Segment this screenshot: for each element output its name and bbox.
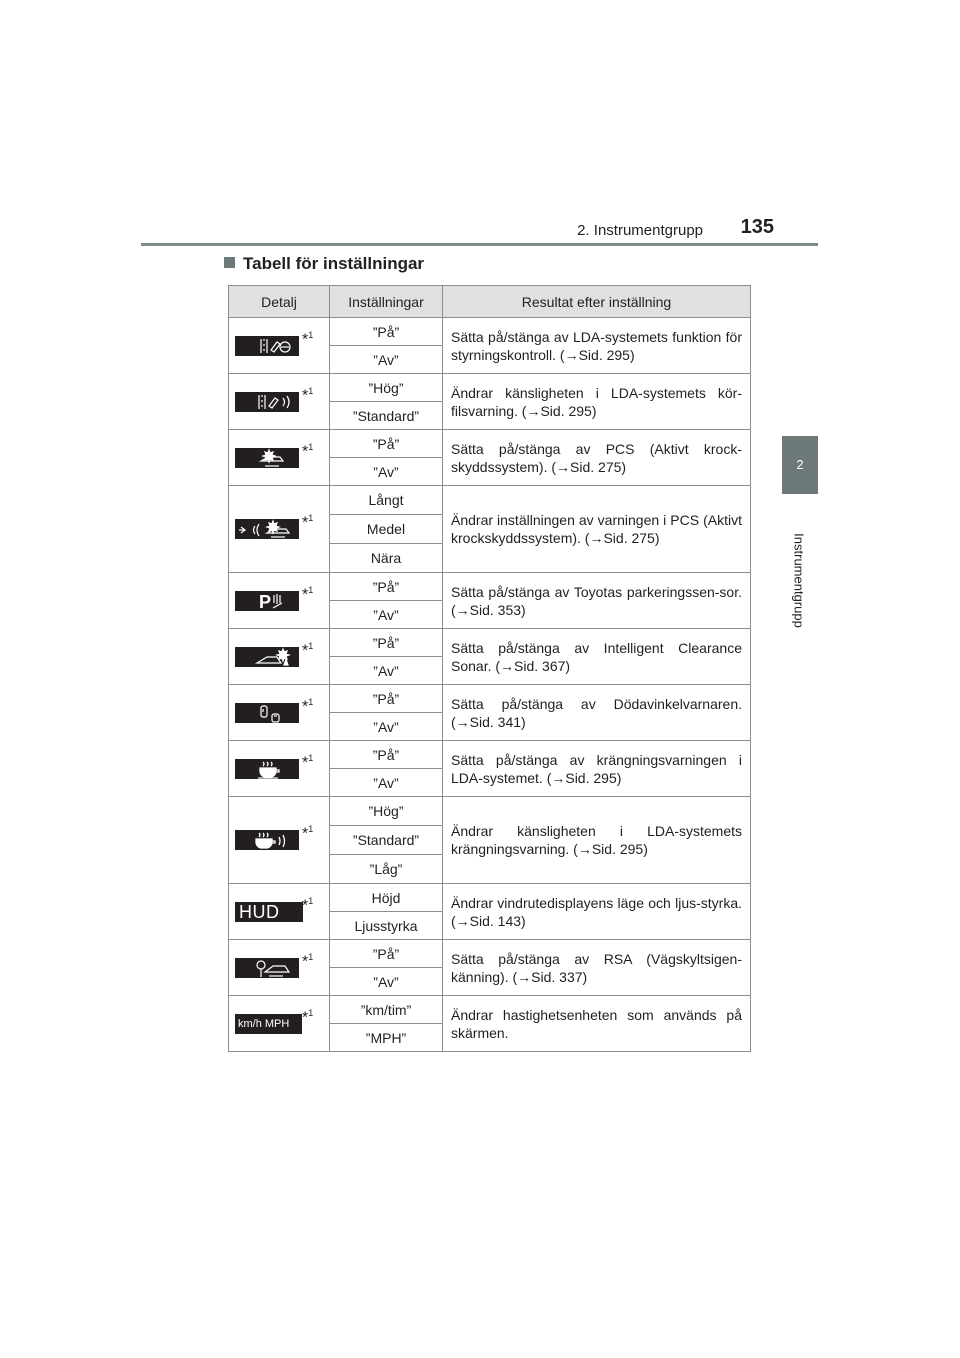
clearance-sonar-icon [235,647,299,667]
table-row [229,374,751,402]
detail-cell [229,430,330,486]
footnote-asterisk: * [302,825,309,843]
result-description: Ändrar känsligheten i LDA-systemets kör-filsvarning. (→Sid. 295) [443,374,751,430]
footnote-marker [302,641,313,660]
footnote-marker [302,896,313,915]
detail-icon-wrap [229,642,329,672]
header-rule [141,243,818,246]
footnote-number: 1 [308,951,314,962]
pcs-timing-icon [235,519,299,539]
setting-value: ”Standard” [330,826,443,855]
detail-cell [229,573,330,629]
chapter-tab: 2 [782,436,818,494]
table-row [229,318,751,346]
pcs-icon [235,448,299,468]
table-row [229,430,751,458]
setting-value: Nära [330,544,443,573]
result-description: Sätta på/stänga av Dödavinkelvarnaren. (→Sid. 341) [443,685,751,741]
hud-icon: HUD [235,902,303,922]
detail-icon-wrap [229,586,329,616]
setting-value: ”Av” [330,769,443,797]
detail-cell [229,940,330,996]
svg-text:P: P [259,591,272,611]
sway-sensitivity-icon [235,830,299,850]
footnote-marker [302,585,313,604]
setting-value: ”km/tim” [330,996,443,1024]
detail-cell [229,741,330,797]
setting-value: ”Av” [330,713,443,741]
setting-value: ”MPH” [330,1024,443,1052]
table-row [229,685,751,713]
detail-cell [229,797,330,884]
sway-warning-icon [235,759,299,779]
footnote-asterisk: * [302,952,309,970]
footnote-asterisk: * [302,753,309,771]
detail-icon-wrap [229,953,329,983]
footnote-marker [302,697,313,716]
page-number: 135 [740,216,774,238]
detail-icon-wrap [229,698,329,728]
detail-cell [229,996,330,1052]
setting-value: ”Av” [330,458,443,486]
result-description: Sätta på/stänga av Intelligent Clearance Sonar. (→Sid. 367) [443,629,751,685]
detail-icon-wrap [229,387,329,417]
table-header-row [229,286,751,318]
footnote-marker [302,330,313,349]
parking-sensor-icon [235,591,299,611]
footnote-marker [302,1008,313,1027]
table-row [229,797,751,826]
setting-value: ”På” [330,629,443,657]
footnote-asterisk: * [302,585,309,603]
result-description: Sätta på/stänga av PCS (Aktivt krock-skyddssystem). (→Sid. 275) [443,430,751,486]
detail-cell [229,685,330,741]
footnote-number: 1 [308,329,314,340]
column-header-detail: Detalj [229,286,330,318]
footnote-number: 1 [308,584,314,595]
detail-cell [229,884,330,940]
result-description: Ändrar känsligheten i LDA-systemets krängningsvarning. (→Sid. 295) [443,797,751,884]
setting-value: Långt [330,486,443,515]
road-sign-icon [235,958,299,978]
setting-value: ”Hög” [330,797,443,826]
detail-icon-wrap [229,825,329,855]
result-description: Ändrar hastighetsenheten som används på skärmen. [443,996,751,1052]
blind-spot-icon [235,703,299,723]
table-row [229,573,751,601]
setting-value: ”Standard” [330,402,443,430]
result-description: Sätta på/stänga av LDA-systemets funktion för styrningskontroll. (→Sid. 295) [443,318,751,374]
square-bullet-icon [224,257,235,268]
setting-value: ”På” [330,430,443,458]
table-row [229,486,751,515]
setting-value: ”Låg” [330,855,443,884]
footnote-asterisk: * [302,330,309,348]
setting-value: Medel [330,515,443,544]
detail-icon-wrap [229,754,329,784]
result-description: Ändrar inställningen av varningen i PCS (Aktivt krockskyddssystem). (→Sid. 275) [443,486,751,573]
setting-value: ”På” [330,741,443,769]
section-title [224,254,424,274]
footnote-number: 1 [308,1007,314,1018]
setting-value: ”Hög” [330,374,443,402]
table-row [229,996,751,1024]
footnote-marker [302,753,313,772]
setting-value: ”Av” [330,968,443,996]
footnote-marker [302,952,313,971]
detail-cell [229,629,330,685]
footnote-number: 1 [308,640,314,651]
footnote-asterisk: * [302,442,309,460]
setting-value: ”På” [330,940,443,968]
footnote-number: 1 [308,513,314,523]
speed-unit-icon: km/h MPH [235,1014,302,1034]
detail-cell [229,318,330,374]
detail-icon-wrap [229,514,329,544]
table-row [229,940,751,968]
setting-value: ”På” [330,685,443,713]
footnote-number: 1 [308,385,314,396]
footnote-asterisk: * [302,386,309,404]
setting-value: ”På” [330,318,443,346]
footnote-number: 1 [308,441,314,452]
setting-value: ”På” [330,573,443,601]
lda-steering-icon [235,336,299,356]
setting-value: ”Av” [330,346,443,374]
footnote-number: 1 [308,752,314,763]
section-title-text: Tabell för inställningar [243,254,425,273]
footnote-number: 1 [308,824,314,834]
footnote-asterisk: * [302,641,309,659]
footnote-number: 1 [308,696,314,707]
detail-cell [229,486,330,573]
table-row [229,884,751,912]
result-description: Sätta på/stänga av RSA (Vägskyltsigen-känning). (→Sid. 337) [443,940,751,996]
footnote-marker [302,513,313,532]
lda-sensitivity-icon [235,392,299,412]
detail-icon-wrap [229,331,329,361]
detail-icon-wrap [229,1009,329,1039]
footnote-asterisk: * [302,697,309,715]
footnote-asterisk: * [302,896,309,914]
detail-cell [229,374,330,430]
setting-value: Höjd [330,884,443,912]
table-row [229,741,751,769]
footnote-marker [302,442,313,461]
result-description: Sätta på/stänga av Toyotas parkeringssen-sor. (→Sid. 353) [443,573,751,629]
detail-icon-wrap [229,897,329,927]
footnote-number: 1 [308,895,314,906]
table-row [229,629,751,657]
column-header-result: Resultat efter inställning [443,286,751,318]
footnote-asterisk: * [302,514,309,532]
footnote-marker [302,824,313,843]
result-description: Ändrar vindrutedisplayens läge och ljus-styrka. (→Sid. 143) [443,884,751,940]
footnote-asterisk: * [302,1008,309,1026]
result-description: Sätta på/stänga av krängningsvarningen i LDA-systemet. (→Sid. 295) [443,741,751,797]
footnote-marker [302,386,313,405]
setting-value: ”Av” [330,657,443,685]
detail-icon-wrap [229,443,329,473]
column-header-settings: Inställningar [330,286,443,318]
chapter-side-label-wrap [791,513,807,653]
page-header [141,212,818,246]
chapter-side-label: Instrumentgrupp [791,533,807,628]
chapter-title: 2. Instrumentgrupp [577,222,703,239]
settings-table [228,285,751,1052]
setting-value: ”Av” [330,601,443,629]
setting-value: Ljusstyrka [330,912,443,940]
